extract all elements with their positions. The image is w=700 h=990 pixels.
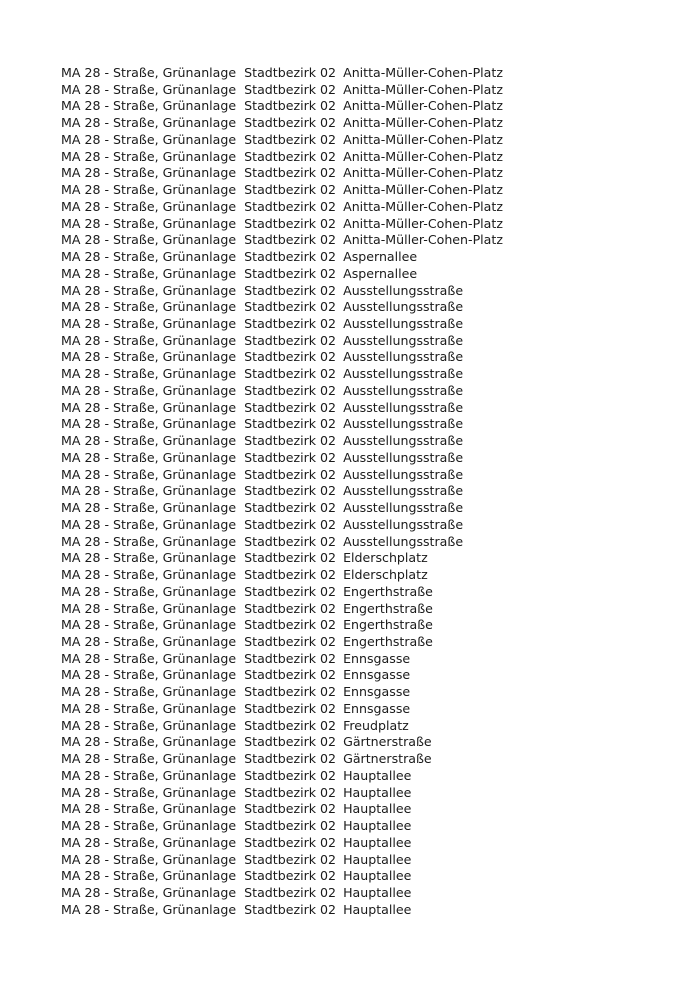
street-name-cell: Engerthstraße xyxy=(343,617,433,633)
table-row xyxy=(61,132,503,149)
table-row xyxy=(61,65,503,82)
table-row xyxy=(61,634,503,651)
street-name-cell: Anitta-Müller-Cohen-Platz xyxy=(343,65,503,80)
department-cell: MA 28 - Straße, Grünanlage xyxy=(61,299,237,315)
street-name-cell: Hauptallee xyxy=(343,901,412,917)
department-cell: MA 28 - Straße, Grünanlage xyxy=(61,717,237,733)
district-cell: Stadtbezirk 02 xyxy=(244,633,337,649)
department-cell: MA 28 - Straße, Grünanlage xyxy=(61,282,237,298)
table-row xyxy=(61,567,503,584)
street-list-table xyxy=(61,65,503,918)
street-name-cell: Hauptallee xyxy=(343,868,412,884)
table-row xyxy=(61,333,503,350)
district-cell: Stadtbezirk 02 xyxy=(244,717,337,733)
department-cell: MA 28 - Straße, Grünanlage xyxy=(61,416,237,432)
department-cell: MA 28 - Straße, Grünanlage xyxy=(61,265,237,281)
street-name-cell: Hauptallee xyxy=(343,834,412,850)
department-cell: MA 28 - Straße, Grünanlage xyxy=(61,131,237,147)
department-cell: MA 28 - Straße, Grünanlage xyxy=(61,516,237,532)
table-row xyxy=(61,601,503,618)
district-cell: Stadtbezirk 02 xyxy=(244,516,337,532)
street-name-cell: Ausstellungsstraße xyxy=(343,466,464,482)
street-name-cell: Anitta-Müller-Cohen-Platz xyxy=(343,131,503,147)
department-cell: MA 28 - Straße, Grünanlage xyxy=(61,583,237,599)
street-name-cell: Ausstellungsstraße xyxy=(343,366,464,382)
street-name-cell: Ennsgasse xyxy=(343,667,411,683)
district-cell: Stadtbezirk 02 xyxy=(244,700,337,716)
department-cell: MA 28 - Straße, Grünanlage xyxy=(61,366,237,382)
street-name-cell: Anitta-Müller-Cohen-Platz xyxy=(343,165,503,181)
table-row xyxy=(61,400,503,417)
street-name-cell: Ennsgasse xyxy=(343,684,411,700)
department-cell: MA 28 - Straße, Grünanlage xyxy=(61,700,237,716)
street-name-cell: Hauptallee xyxy=(343,818,412,834)
district-cell: Stadtbezirk 02 xyxy=(244,751,337,767)
department-cell: MA 28 - Straße, Grünanlage xyxy=(61,232,237,248)
street-name-cell: Anitta-Müller-Cohen-Platz xyxy=(343,182,503,198)
street-name-cell: Anitta-Müller-Cohen-Platz xyxy=(343,198,503,214)
district-cell: Stadtbezirk 02 xyxy=(244,533,337,549)
district-cell: Stadtbezirk 02 xyxy=(244,115,337,131)
district-cell: Stadtbezirk 02 xyxy=(244,399,337,415)
table-row xyxy=(61,450,503,467)
table-row xyxy=(61,751,503,768)
table-row xyxy=(61,734,503,751)
district-cell: Stadtbezirk 02 xyxy=(244,851,337,867)
table-row xyxy=(61,266,503,283)
district-cell: Stadtbezirk 02 xyxy=(244,884,337,900)
table-row xyxy=(61,416,503,433)
street-name-cell: Ausstellungsstraße xyxy=(343,449,464,465)
street-name-cell: Hauptallee xyxy=(343,851,412,867)
street-name-cell: Engerthstraße xyxy=(343,633,433,649)
department-cell: MA 28 - Straße, Grünanlage xyxy=(61,483,237,499)
table-row xyxy=(61,149,503,166)
department-cell: MA 28 - Straße, Grünanlage xyxy=(61,500,237,516)
table-row xyxy=(61,316,503,333)
table-row xyxy=(61,483,503,500)
table-row xyxy=(61,701,503,718)
table-row xyxy=(61,868,503,885)
district-cell: Stadtbezirk 02 xyxy=(244,165,337,181)
street-name-cell: Ausstellungsstraße xyxy=(343,282,464,298)
district-cell: Stadtbezirk 02 xyxy=(244,332,337,348)
street-name-cell: Hauptallee xyxy=(343,884,412,900)
district-cell: Stadtbezirk 02 xyxy=(244,182,337,198)
table-row xyxy=(61,232,503,249)
street-name-cell: Aspernallee xyxy=(343,249,418,265)
table-row xyxy=(61,467,503,484)
street-name-cell: Gärtnerstraße xyxy=(343,734,432,750)
district-cell: Stadtbezirk 02 xyxy=(244,148,337,164)
department-cell: MA 28 - Straße, Grünanlage xyxy=(61,633,237,649)
department-cell: MA 28 - Straße, Grünanlage xyxy=(61,851,237,867)
district-cell: Stadtbezirk 02 xyxy=(244,483,337,499)
department-cell: MA 28 - Straße, Grünanlage xyxy=(61,567,237,583)
department-cell: MA 28 - Straße, Grünanlage xyxy=(61,751,237,767)
street-name-cell: Ausstellungsstraße xyxy=(343,433,464,449)
district-cell: Stadtbezirk 02 xyxy=(244,65,337,80)
table-row xyxy=(61,199,503,216)
table-row xyxy=(61,500,503,517)
table-row xyxy=(61,885,503,902)
district-cell: Stadtbezirk 02 xyxy=(244,299,337,315)
table-row xyxy=(61,249,503,266)
district-cell: Stadtbezirk 02 xyxy=(244,667,337,683)
district-cell: Stadtbezirk 02 xyxy=(244,232,337,248)
table-row xyxy=(61,82,503,99)
district-cell: Stadtbezirk 02 xyxy=(244,466,337,482)
department-cell: MA 28 - Straße, Grünanlage xyxy=(61,349,237,365)
department-cell: MA 28 - Straße, Grünanlage xyxy=(61,433,237,449)
district-cell: Stadtbezirk 02 xyxy=(244,583,337,599)
street-list-body xyxy=(61,65,503,918)
department-cell: MA 28 - Straße, Grünanlage xyxy=(61,550,237,566)
street-name-cell: Aspernallee xyxy=(343,265,418,281)
table-row xyxy=(61,283,503,300)
district-cell: Stadtbezirk 02 xyxy=(244,449,337,465)
street-name-cell: Ausstellungsstraße xyxy=(343,316,464,332)
department-cell: MA 28 - Straße, Grünanlage xyxy=(61,466,237,482)
table-row xyxy=(61,433,503,450)
street-name-cell: Ausstellungsstraße xyxy=(343,500,464,516)
district-cell: Stadtbezirk 02 xyxy=(244,801,337,817)
table-row xyxy=(61,818,503,835)
street-name-cell: Hauptallee xyxy=(343,801,412,817)
table-row xyxy=(61,684,503,701)
district-cell: Stadtbezirk 02 xyxy=(244,382,337,398)
district-cell: Stadtbezirk 02 xyxy=(244,282,337,298)
street-name-cell: Anitta-Müller-Cohen-Platz xyxy=(343,98,503,114)
street-name-cell: Ausstellungsstraße xyxy=(343,533,464,549)
district-cell: Stadtbezirk 02 xyxy=(244,600,337,616)
department-cell: MA 28 - Straße, Grünanlage xyxy=(61,165,237,181)
department-cell: MA 28 - Straße, Grünanlage xyxy=(61,600,237,616)
table-row xyxy=(61,366,503,383)
street-name-cell: Ausstellungsstraße xyxy=(343,399,464,415)
street-name-cell: Elderschplatz xyxy=(343,567,428,583)
district-cell: Stadtbezirk 02 xyxy=(244,550,337,566)
department-cell: MA 28 - Straße, Grünanlage xyxy=(61,249,237,265)
district-cell: Stadtbezirk 02 xyxy=(244,433,337,449)
district-cell: Stadtbezirk 02 xyxy=(244,416,337,432)
street-name-cell: Elderschplatz xyxy=(343,550,428,566)
department-cell: MA 28 - Straße, Grünanlage xyxy=(61,767,237,783)
table-row xyxy=(61,550,503,567)
district-cell: Stadtbezirk 02 xyxy=(244,198,337,214)
table-row xyxy=(61,98,503,115)
street-name-cell: Ennsgasse xyxy=(343,700,411,716)
department-cell: MA 28 - Straße, Grünanlage xyxy=(61,667,237,683)
district-cell: Stadtbezirk 02 xyxy=(244,650,337,666)
street-name-cell: Freudplatz xyxy=(343,717,409,733)
street-name-cell: Engerthstraße xyxy=(343,600,433,616)
department-cell: MA 28 - Straße, Grünanlage xyxy=(61,98,237,114)
street-name-cell: Anitta-Müller-Cohen-Platz xyxy=(343,81,503,97)
table-row xyxy=(61,115,503,132)
department-cell: MA 28 - Straße, Grünanlage xyxy=(61,65,237,80)
department-cell: MA 28 - Straße, Grünanlage xyxy=(61,684,237,700)
department-cell: MA 28 - Straße, Grünanlage xyxy=(61,784,237,800)
district-cell: Stadtbezirk 02 xyxy=(244,784,337,800)
table-row xyxy=(61,534,503,551)
department-cell: MA 28 - Straße, Grünanlage xyxy=(61,81,237,97)
district-cell: Stadtbezirk 02 xyxy=(244,349,337,365)
table-row xyxy=(61,801,503,818)
table-row xyxy=(61,216,503,233)
district-cell: Stadtbezirk 02 xyxy=(244,131,337,147)
street-name-cell: Ausstellungsstraße xyxy=(343,382,464,398)
district-cell: Stadtbezirk 02 xyxy=(244,215,337,231)
table-row xyxy=(61,768,503,785)
department-cell: MA 28 - Straße, Grünanlage xyxy=(61,884,237,900)
table-row xyxy=(61,785,503,802)
department-cell: MA 28 - Straße, Grünanlage xyxy=(61,834,237,850)
table-row xyxy=(61,902,503,919)
table-row xyxy=(61,584,503,601)
table-row xyxy=(61,835,503,852)
table-row xyxy=(61,299,503,316)
district-cell: Stadtbezirk 02 xyxy=(244,684,337,700)
street-name-cell: Ausstellungsstraße xyxy=(343,416,464,432)
street-name-cell: Anitta-Müller-Cohen-Platz xyxy=(343,232,503,248)
table-row xyxy=(61,165,503,182)
department-cell: MA 28 - Straße, Grünanlage xyxy=(61,533,237,549)
table-row xyxy=(61,651,503,668)
department-cell: MA 28 - Straße, Grünanlage xyxy=(61,650,237,666)
district-cell: Stadtbezirk 02 xyxy=(244,767,337,783)
district-cell: Stadtbezirk 02 xyxy=(244,834,337,850)
district-cell: Stadtbezirk 02 xyxy=(244,366,337,382)
department-cell: MA 28 - Straße, Grünanlage xyxy=(61,198,237,214)
table-row xyxy=(61,667,503,684)
street-name-cell: Hauptallee xyxy=(343,767,412,783)
department-cell: MA 28 - Straße, Grünanlage xyxy=(61,382,237,398)
street-name-cell: Ausstellungsstraße xyxy=(343,516,464,532)
street-name-cell: Gärtnerstraße xyxy=(343,751,432,767)
department-cell: MA 28 - Straße, Grünanlage xyxy=(61,399,237,415)
street-name-cell: Anitta-Müller-Cohen-Platz xyxy=(343,215,503,231)
table-row xyxy=(61,182,503,199)
district-cell: Stadtbezirk 02 xyxy=(244,567,337,583)
department-cell: MA 28 - Straße, Grünanlage xyxy=(61,182,237,198)
district-cell: Stadtbezirk 02 xyxy=(244,500,337,516)
district-cell: Stadtbezirk 02 xyxy=(244,249,337,265)
department-cell: MA 28 - Straße, Grünanlage xyxy=(61,148,237,164)
department-cell: MA 28 - Straße, Grünanlage xyxy=(61,901,237,917)
street-name-cell: Ausstellungsstraße xyxy=(343,332,464,348)
street-name-cell: Ausstellungsstraße xyxy=(343,483,464,499)
department-cell: MA 28 - Straße, Grünanlage xyxy=(61,115,237,131)
street-name-cell: Ausstellungsstraße xyxy=(343,299,464,315)
department-cell: MA 28 - Straße, Grünanlage xyxy=(61,868,237,884)
district-cell: Stadtbezirk 02 xyxy=(244,265,337,281)
district-cell: Stadtbezirk 02 xyxy=(244,818,337,834)
district-cell: Stadtbezirk 02 xyxy=(244,98,337,114)
street-name-cell: Anitta-Müller-Cohen-Platz xyxy=(343,115,503,131)
district-cell: Stadtbezirk 02 xyxy=(244,901,337,917)
table-row xyxy=(61,383,503,400)
department-cell: MA 28 - Straße, Grünanlage xyxy=(61,818,237,834)
table-row xyxy=(61,852,503,869)
table-row xyxy=(61,718,503,735)
department-cell: MA 28 - Straße, Grünanlage xyxy=(61,617,237,633)
street-name-cell: Anitta-Müller-Cohen-Platz xyxy=(343,148,503,164)
district-cell: Stadtbezirk 02 xyxy=(244,316,337,332)
district-cell: Stadtbezirk 02 xyxy=(244,868,337,884)
street-name-cell: Ennsgasse xyxy=(343,650,411,666)
street-name-cell: Ausstellungsstraße xyxy=(343,349,464,365)
street-name-cell: Engerthstraße xyxy=(343,583,433,599)
department-cell: MA 28 - Straße, Grünanlage xyxy=(61,734,237,750)
district-cell: Stadtbezirk 02 xyxy=(244,617,337,633)
table-row xyxy=(61,617,503,634)
department-cell: MA 28 - Straße, Grünanlage xyxy=(61,332,237,348)
department-cell: MA 28 - Straße, Grünanlage xyxy=(61,449,237,465)
district-cell: Stadtbezirk 02 xyxy=(244,81,337,97)
table-row xyxy=(61,517,503,534)
department-cell: MA 28 - Straße, Grünanlage xyxy=(61,215,237,231)
district-cell: Stadtbezirk 02 xyxy=(244,734,337,750)
department-cell: MA 28 - Straße, Grünanlage xyxy=(61,316,237,332)
department-cell: MA 28 - Straße, Grünanlage xyxy=(61,801,237,817)
table-row xyxy=(61,349,503,366)
street-name-cell: Hauptallee xyxy=(343,784,412,800)
